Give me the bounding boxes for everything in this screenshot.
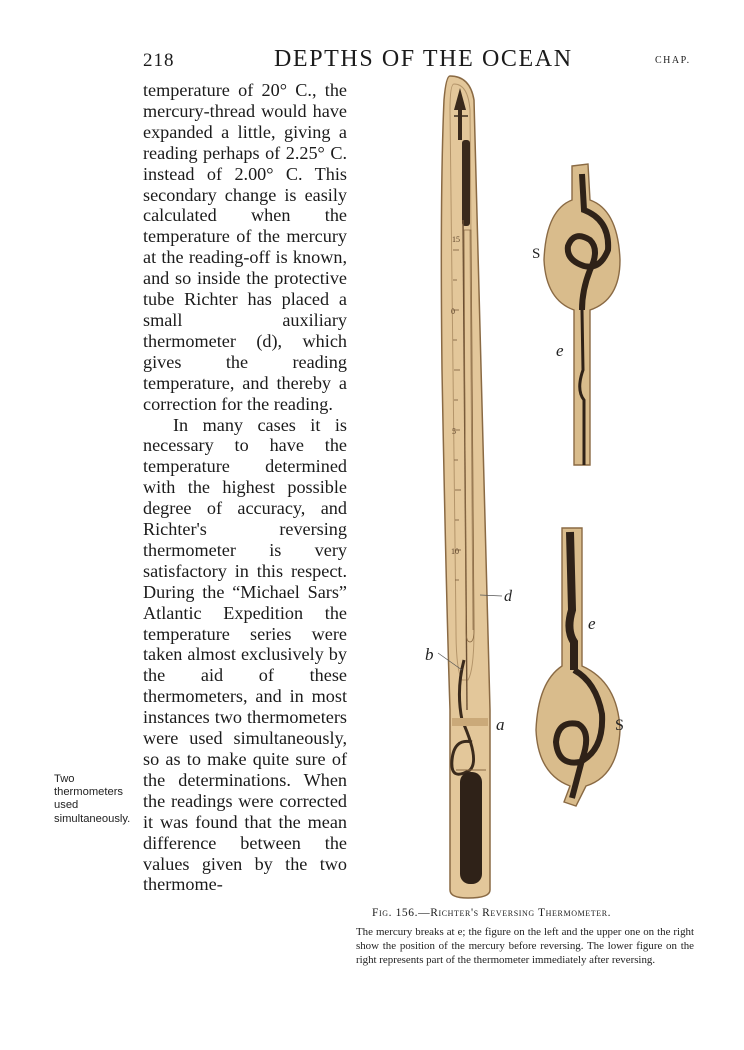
main-thermometer (441, 76, 490, 898)
page-number: 218 (143, 50, 175, 71)
thermometer-figure (350, 70, 744, 900)
thermometer-illustration (350, 70, 744, 900)
body-text (143, 80, 347, 895)
paragraph-1: temperature of 20° C., the mercury-thread would have expanded a little, giving a reading perhaps of 2.25° C. instead of 2.00° C. This secondary change is easily calculated when the temperature of the mercury at the reading-off is known, and so inside the protective tube Richter has placed a small auxiliary thermometer (d), which gives the reading temperature, and thereby a correction for the reading. (143, 80, 347, 414)
lower-detail (536, 528, 620, 806)
label-s-bottom: S (615, 717, 624, 734)
lower-bulb (460, 772, 482, 884)
label-s-top: S (532, 246, 541, 262)
upper-detail (544, 164, 620, 465)
chapter-abbrev: CHAP. (655, 55, 691, 66)
figure-caption-title: Fig. 156.—Richter's Reversing Thermometer. (372, 907, 612, 919)
paragraph-2: In many cases it is necessary to have the temperature determined with the highest possible degree of accuracy, and Richter's reversing thermometer is very satisfactory in this respect. During the “Michael Sars” Atlantic Expedition the temperature series were taken almost exclusively by the aid of these thermometers, and in most instances two thermometers were used simultaneously, so as to make quite sure of the determinations. When the readings were corrected it was found that the mean difference between the values given by the two thermome- (143, 414, 347, 895)
margin-note: Two thermometers used simultaneously. (54, 773, 131, 825)
scale-number-10: 10 (451, 547, 459, 556)
label-b: b (425, 645, 434, 664)
running-title: DEPTHS OF THE OCEAN (274, 46, 573, 72)
scale-number-15: 15 (452, 235, 460, 244)
upper-reservoir (462, 140, 470, 226)
label-d: d (504, 588, 512, 605)
label-a: a (496, 715, 505, 734)
lower-mercury-thread (569, 532, 574, 670)
scale-number-0: 0 (451, 307, 455, 316)
scale-number-5: 5 (452, 427, 456, 436)
label-e-bottom: e (588, 614, 596, 633)
figure-caption-text: The mercury breaks at e; the figure on the left and the upper one on the right show the position of the mercury before reversing. The lower figure on the right represents part of the thermometer immediately after reversing. (356, 926, 694, 966)
label-e-top: e (556, 341, 564, 360)
